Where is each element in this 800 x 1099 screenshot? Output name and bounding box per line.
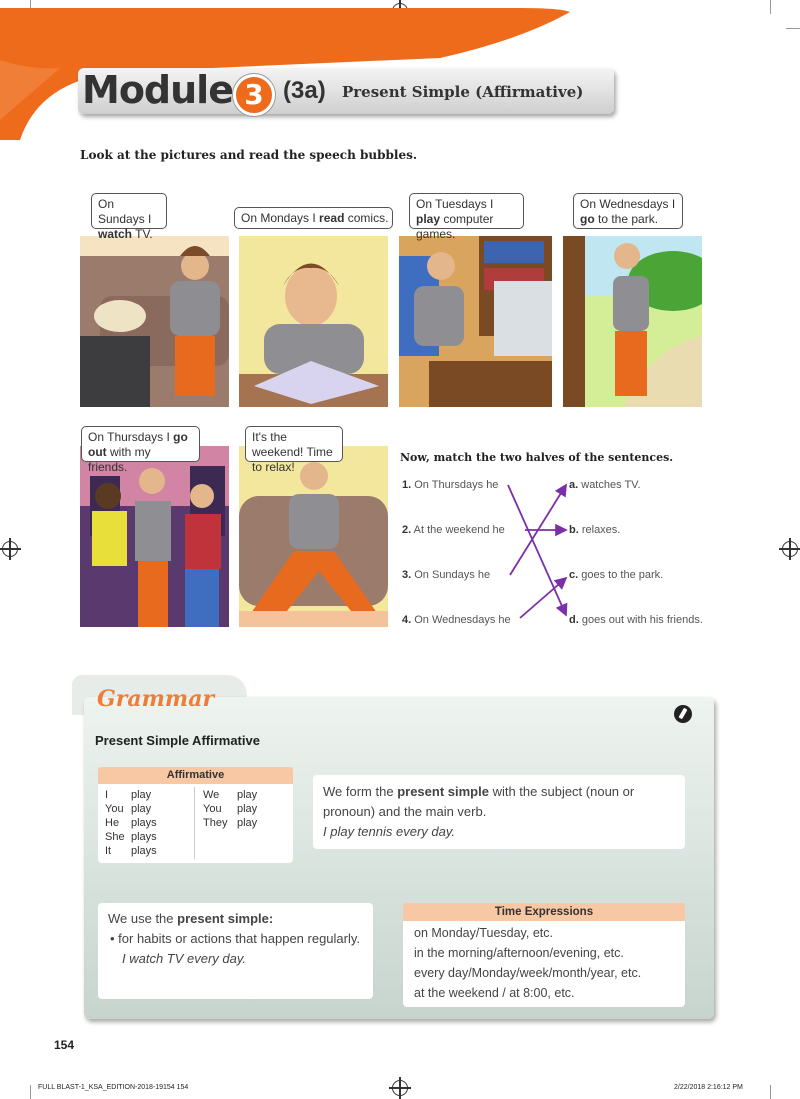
picture-computer-games — [399, 236, 552, 407]
match-line-1-d — [508, 485, 566, 615]
aff-row: I play — [105, 789, 152, 801]
picture-park — [563, 236, 702, 407]
match-left-1: 1. On Thursdays he — [402, 479, 499, 491]
use-bullet: for habits or actions that happen regularly. — [118, 931, 361, 946]
match-left-4: 4. On Wednesdays he — [402, 614, 511, 626]
time-expression-item: every day/Monday/week/month/year, etc. — [414, 966, 642, 980]
aff-row: We play — [203, 789, 258, 801]
form-example: I play tennis every day. — [323, 824, 455, 839]
speech-bubble-2: On Mondays I read comics. — [234, 207, 393, 229]
crop-mark — [30, 1085, 31, 1099]
picture-watching-tv — [80, 236, 229, 407]
affirmative-table — [98, 767, 293, 863]
aff-row: He plays — [105, 817, 157, 829]
match-left-2: 2. At the weekend he — [402, 524, 505, 536]
module-number-badge: 3 — [233, 74, 275, 116]
aff-row: They play — [203, 817, 258, 829]
unit-label: (3a) — [283, 77, 326, 104]
speech-bubble-1: On Sundays I watch TV. — [91, 193, 167, 229]
time-expression-item: in the morning/afternoon/evening, etc. — [414, 946, 624, 960]
aff-row: She plays — [105, 831, 157, 843]
matching-heading: Now, match the two halves of the sentences. — [400, 451, 674, 464]
speech-bubble-5: On Thursdays I go out with my friends. — [81, 426, 200, 462]
match-right-b: b. relaxes. — [569, 524, 621, 536]
page-number: 154 — [54, 1038, 75, 1052]
time-expressions-heading: Time Expressions — [403, 903, 685, 921]
grammar-subtitle: Present Simple Affirmative — [95, 733, 260, 748]
instruction: Look at the pictures and read the speech bubbles. — [80, 148, 418, 162]
aff-row: You play — [203, 803, 258, 815]
footer-left: FULL BLAST-1_KSA_EDITION-2018-19154 154 — [38, 1084, 189, 1091]
use-example: I watch TV every day. — [122, 951, 247, 966]
picture-reading-comics — [239, 236, 388, 407]
use-rule-card: We use the present simple: • for habits or actions that happen regularly. I watch TV every day. — [98, 903, 373, 999]
time-expression-item: on Monday/Tuesday, etc. — [414, 926, 553, 940]
page-title: Present Simple (Affirmative) — [342, 83, 584, 101]
registration-mark-icon — [2, 541, 18, 557]
footer-right: 2/22/2018 2:16:12 PM — [674, 1084, 743, 1091]
time-expressions-card — [403, 903, 685, 1007]
registration-mark-icon — [392, 1080, 408, 1096]
speech-bubble-3: On Tuesdays I play computer games. — [409, 193, 524, 229]
pen-icon — [674, 705, 692, 723]
time-expression-item: at the weekend / at 8:00, etc. — [414, 986, 575, 1000]
speech-bubble-4: On Wednesdays I go to the park. — [573, 193, 683, 229]
crop-mark — [770, 1085, 771, 1099]
table-divider — [194, 787, 195, 859]
match-right-c: c. goes to the park. — [569, 569, 664, 581]
aff-row: It plays — [105, 845, 157, 857]
affirmative-heading: Affirmative — [98, 767, 293, 784]
aff-row: You play — [105, 803, 152, 815]
module-word: Module — [82, 68, 233, 112]
form-rule-card: We form the present simple with the subject (noun or pronoun) and the main verb. I play tennis every day. — [313, 775, 685, 849]
match-right-a: a. watches TV. — [569, 479, 641, 491]
grammar-title: Grammar — [97, 686, 215, 712]
match-lines — [490, 470, 575, 630]
registration-mark-icon — [782, 541, 798, 557]
speech-bubble-6: It's the weekend! Time to relax! — [245, 426, 343, 462]
match-left-3: 3. On Sundays he — [402, 569, 491, 581]
match-right-d: d. goes out with his friends. — [569, 614, 703, 626]
